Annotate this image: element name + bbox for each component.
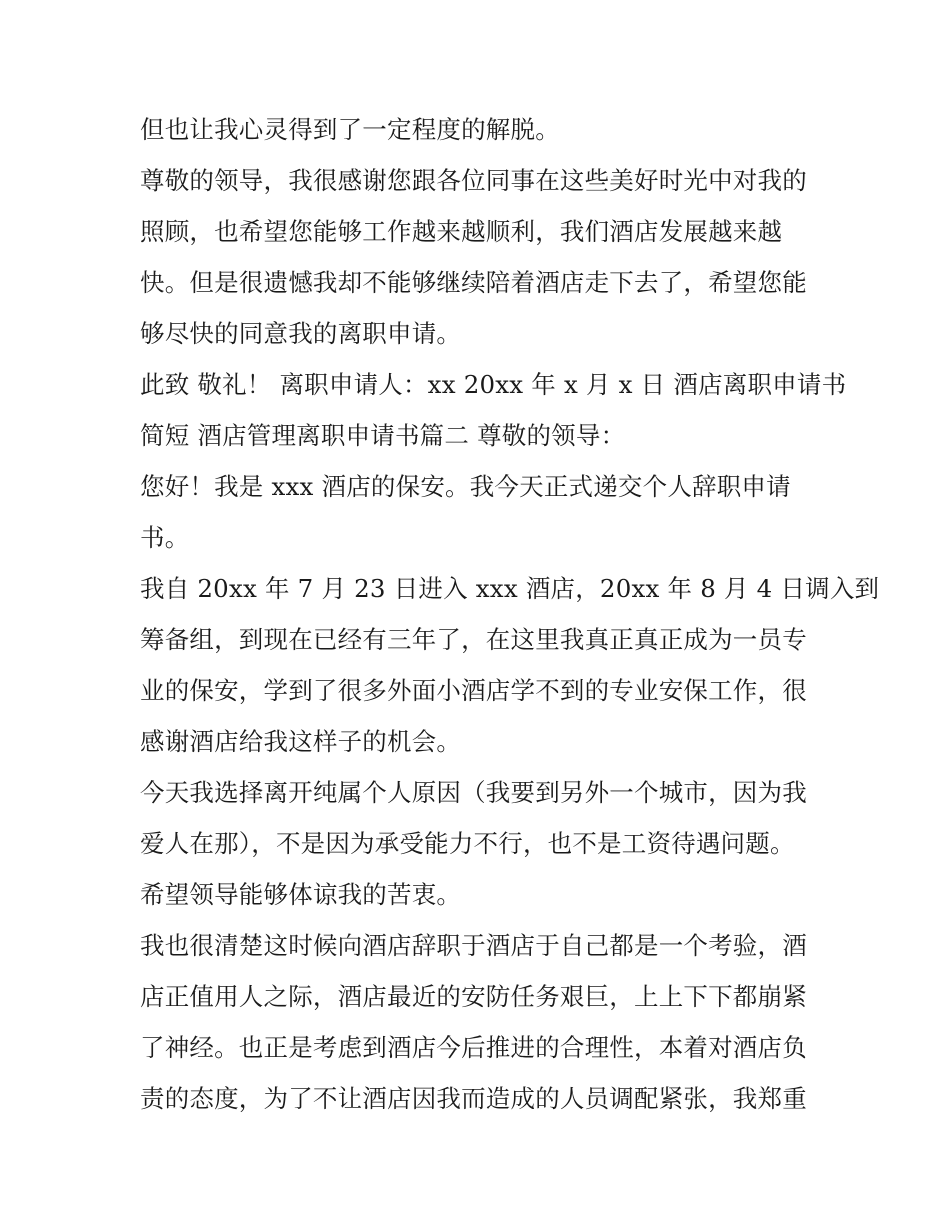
text-line-5: 够尽快的同意我的离职申请。 — [140, 319, 462, 348]
text-line-17: 我也很清楚这时候向酒店辞职于酒店于自己都是一个考验，酒 — [140, 931, 807, 960]
text-line-3: 照顾，也希望您能够工作越来越顺利，我们酒店发展越来越 — [140, 217, 783, 246]
text-line-14: 今天我选择离开纯属个人原因（我要到另外一个城市，因为我 — [140, 778, 807, 807]
text-line-12: 业的保安，学到了很多外面小酒店学不到的专业安保工作，很 — [140, 676, 807, 705]
text-line-16: 希望领导能够体谅我的苦衷。 — [140, 880, 462, 909]
text-line-19: 了神经。也正是考虑到酒店今后推进的合理性，本着对酒店负 — [140, 1033, 807, 1062]
text-line-15: 爱人在那），不是因为承受能力不行，也不是工资待遇问题。 — [140, 829, 795, 858]
text-line-4: 快。但是很遗憾我却不能够继续陪着酒店走下去了，希望您能 — [140, 268, 807, 297]
document-body — [140, 104, 880, 1124]
text-line-11: 筹备组，到现在已经有三年了，在这里我真正真正成为一员专 — [140, 625, 807, 654]
text-line-13: 感谢酒店给我这样子的机会。 — [140, 727, 462, 756]
text-line-2: 尊敬的领导，我很感谢您跟各位同事在这些美好时光中对我的 — [140, 166, 807, 195]
text-line-10: 我自 20xx 年 7 月 23 日进入 xxx 酒店，20xx 年 8 月 4 日调入到 — [140, 574, 880, 603]
text-line-6: 此致 敬礼！ 离职申请人：xx 20xx 年 x 月 x 日 酒店离职申请书 — [140, 370, 847, 399]
text-line-9: 书。 — [140, 523, 190, 552]
text-line-8: 您好！我是 xxx 酒店的保安。我今天正式递交个人辞职申请 — [140, 472, 791, 501]
text-line-20: 责的态度，为了不让酒店因我而造成的人员调配紧张，我郑重 — [140, 1084, 807, 1113]
text-line-1: 但也让我心灵得到了一定程度的解脱。 — [140, 115, 560, 144]
text-line-7: 简短 酒店管理离职申请书篇二 尊敬的领导： — [140, 421, 626, 450]
text-line-18: 店正值用人之际，酒店最近的安防任务艰巨，上上下下都崩紧 — [140, 982, 807, 1011]
